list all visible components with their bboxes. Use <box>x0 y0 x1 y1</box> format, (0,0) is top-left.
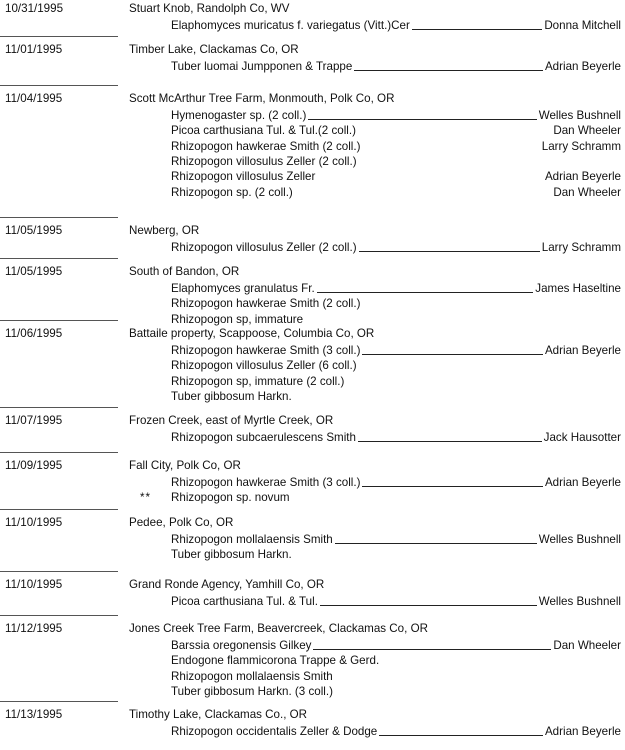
entry-date: 11/10/1995 <box>5 578 63 591</box>
specimen-row <box>0 108 625 123</box>
entry-location: Newberg, OR <box>129 224 200 237</box>
specimen-name: Rhizopogon villosulus Zeller (6 coll.) <box>171 359 357 373</box>
leader-line <box>313 649 551 650</box>
entry-location: Fall City, Polk Co, OR <box>129 459 241 472</box>
specimen-name: Rhizopogon sp, immature <box>171 312 304 326</box>
entry-divider <box>0 407 118 408</box>
entry-divider <box>0 571 118 572</box>
specimen-name: Rhizopogon villosulus Zeller (2 coll.) <box>171 241 357 254</box>
leader-line <box>412 29 542 30</box>
collector-name: Adrian Beyerle <box>544 60 621 73</box>
entry-date: 11/07/1995 <box>5 414 63 427</box>
specimen-row <box>0 653 625 668</box>
specimen-name: Rhizopogon hawkerae Smith (3 coll.) <box>171 476 361 489</box>
specimen-name: Hymenogaster sp. (2 coll.) <box>171 109 307 122</box>
specimen-marker: ** <box>140 491 152 505</box>
collector-name: Dan Wheeler <box>553 124 621 138</box>
specimen-name: Elaphomyces granulatus Fr. <box>171 282 315 295</box>
specimen-row <box>0 724 625 739</box>
entry-divider <box>0 85 118 86</box>
leader-line <box>359 251 540 252</box>
entry-location: Frozen Creek, east of Myrtle Creek, OR <box>129 414 334 427</box>
entry-date: 11/12/1995 <box>5 622 63 635</box>
specimen-row <box>0 684 625 699</box>
specimen-name: Rhizopogon hawkerae Smith (2 coll.) <box>171 139 361 153</box>
specimen-name: Barssia oregonensis Gilkey <box>171 639 312 652</box>
leader-line <box>335 543 537 544</box>
specimen-name: Tuber luomai Jumpponen & Trappe <box>171 60 353 73</box>
collector-name: Adrian Beyerle <box>544 476 621 489</box>
collector-name: Dan Wheeler <box>553 639 621 652</box>
entry-date: 11/05/1995 <box>5 224 63 237</box>
specimen-row <box>0 475 625 490</box>
specimen-row <box>0 281 625 296</box>
collector-name: Jack Hausotter <box>543 431 621 444</box>
entry-location: Timber Lake, Clackamas Co, OR <box>129 43 299 56</box>
specimen-row <box>0 240 625 255</box>
entry-location: Jones Creek Tree Farm, Beavercreek, Clackamas Co, OR <box>129 622 428 635</box>
entry-divider <box>0 615 118 616</box>
specimen-name: Rhizopogon sp. (2 coll.) <box>171 185 293 199</box>
specimen-row <box>0 139 625 154</box>
specimen-name: Endogone flammicorona Trappe & Gerd. <box>171 654 380 668</box>
entry-date: 11/10/1995 <box>5 516 63 529</box>
entry-location: Battaile property, Scappoose, Columbia Co, OR <box>129 327 375 340</box>
entry-location: South of Bandon, OR <box>129 265 240 278</box>
specimen-name: Tuber gibbosum Harkn. (3 coll.) <box>171 684 333 698</box>
specimen-row <box>0 374 625 389</box>
entry-divider <box>0 701 118 702</box>
entry-location: Stuart Knob, Randolph Co, WV <box>129 2 290 15</box>
specimen-name: Elaphomyces muricatus f. variegatus (Vitt.)Cer <box>171 19 410 32</box>
specimen-row <box>0 59 625 74</box>
entry-divider <box>0 36 118 37</box>
entry-location: Scott McArthur Tree Farm, Monmouth, Polk Co, OR <box>129 92 395 105</box>
specimen-name: Rhizopogon villosulus Zeller (2 coll.) <box>171 154 357 168</box>
specimen-row <box>0 547 625 562</box>
specimen-name: Rhizopogon hawkerae Smith (2 coll.) <box>171 297 361 311</box>
specimen-name: Rhizopogon hawkerae Smith (3 coll.) <box>171 344 361 357</box>
specimen-row <box>0 185 625 200</box>
specimen-name: Rhizopogon villosulus Zeller <box>171 170 316 184</box>
collector-name: Adrian Beyerle <box>544 170 621 184</box>
entry-divider <box>0 217 118 218</box>
specimen-name: Rhizopogon sp. novum <box>171 491 290 505</box>
entry-divider <box>0 258 118 259</box>
specimen-row <box>0 154 625 169</box>
collector-name: Welles Bushnell <box>538 109 621 122</box>
entry-date: 11/09/1995 <box>5 459 63 472</box>
collector-name: Donna Mitchell <box>544 19 621 32</box>
specimen-row <box>0 296 625 311</box>
specimen-row <box>0 358 625 373</box>
entry-divider <box>0 452 118 453</box>
specimen-name: Tuber gibbosum Harkn. <box>171 389 292 403</box>
specimen-name: Rhizopogon mollalaensis Smith <box>171 669 333 683</box>
specimen-name: Rhizopogon subcaerulescens Smith <box>171 431 356 444</box>
specimen-row <box>0 169 625 184</box>
leader-line <box>362 354 543 355</box>
collector-name: Welles Bushnell <box>538 595 621 608</box>
collector-name: Larry Schramm <box>541 139 621 153</box>
specimen-name: Tuber gibbosum Harkn. <box>171 548 292 562</box>
entry-location: Pedee, Polk Co, OR <box>129 516 234 529</box>
collector-name: Adrian Beyerle <box>544 344 621 357</box>
specimen-name: Picoa carthusiana Tul. & Tul. <box>171 595 318 608</box>
specimen-row <box>0 532 625 547</box>
collector-name: Adrian Beyerle <box>544 725 621 738</box>
specimen-row <box>0 343 625 358</box>
entry-date: 11/06/1995 <box>5 327 63 340</box>
leader-line <box>320 605 537 606</box>
leader-line <box>362 486 543 487</box>
leader-line <box>379 735 543 736</box>
leader-line <box>354 70 543 71</box>
specimen-row <box>0 490 625 505</box>
entry-date: 11/01/1995 <box>5 43 63 56</box>
collector-name: Dan Wheeler <box>553 185 621 199</box>
entry-location: Grand Ronde Agency, Yamhill Co, OR <box>129 578 325 591</box>
specimen-row <box>0 389 625 404</box>
leader-line <box>358 441 542 442</box>
leader-line <box>317 292 533 293</box>
entry-date: 11/05/1995 <box>5 265 63 278</box>
specimen-row <box>0 669 625 684</box>
specimen-row <box>0 18 625 33</box>
specimen-row <box>0 123 625 138</box>
specimen-name: Picoa carthusiana Tul. & Tul.(2 coll.) <box>171 124 356 138</box>
entry-location: Timothy Lake, Clackamas Co., OR <box>129 708 308 721</box>
entry-date: 10/31/1995 <box>5 2 64 15</box>
entry-divider <box>0 320 118 321</box>
collector-name: Welles Bushnell <box>538 533 621 546</box>
leader-line <box>308 119 537 120</box>
collector-name: Larry Schramm <box>541 241 621 254</box>
specimen-name: Rhizopogon sp, immature (2 coll.) <box>171 374 345 388</box>
specimen-name: Rhizopogon occidentalis Zeller & Dodge <box>171 725 378 738</box>
specimen-row <box>0 430 625 445</box>
specimen-row <box>0 594 625 609</box>
collector-name: James Haseltine <box>535 282 621 295</box>
entry-date: 11/13/1995 <box>5 708 63 721</box>
entry-divider <box>0 509 118 510</box>
specimen-row <box>0 638 625 653</box>
specimen-name: Rhizopogon mollalaensis Smith <box>171 533 333 546</box>
entry-date: 11/04/1995 <box>5 92 63 105</box>
